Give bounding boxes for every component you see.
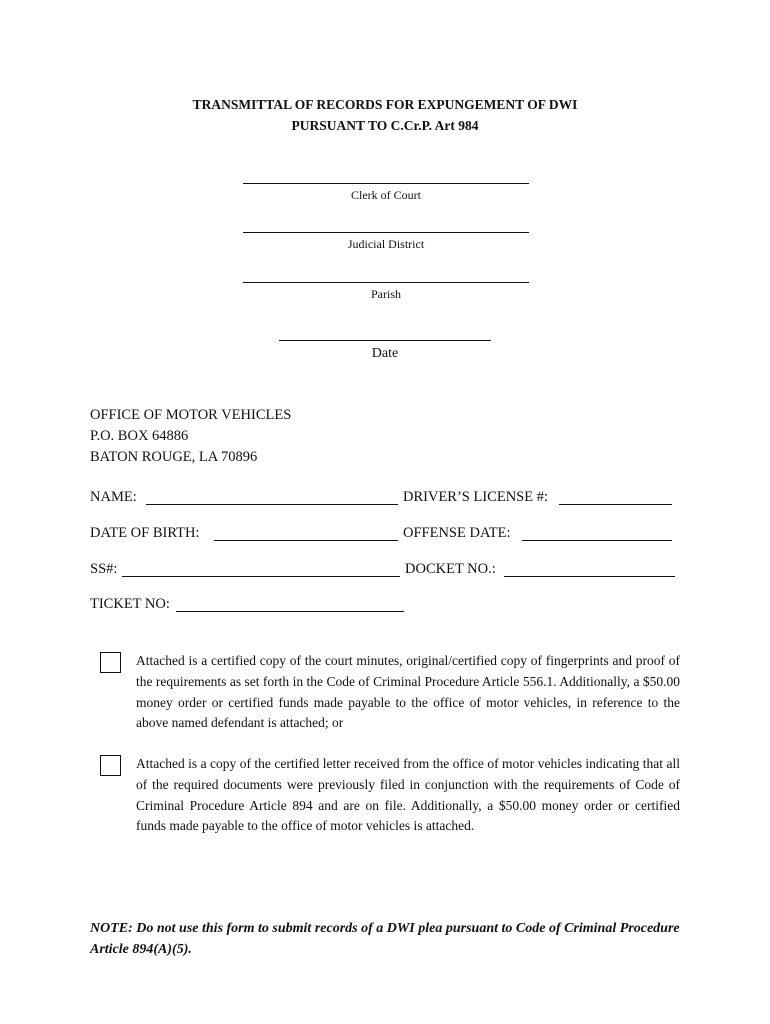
ticket-number-label: TICKET NO: [90, 596, 170, 612]
offense-date-label: OFFENSE DATE: [403, 525, 511, 541]
address-line1: OFFICE OF MOTOR VEHICLES [90, 407, 292, 423]
ss-label: SS#: [90, 561, 118, 577]
drivers-license-label: DRIVER’S LICENSE #: [403, 489, 548, 505]
date-label: Date [371, 346, 399, 361]
option2-checkbox[interactable] [100, 755, 121, 776]
ticket-number-input[interactable] [176, 597, 404, 612]
form-note: NOTE: Do not use this form to submit records of a DWI plea pursuant to Code of Criminal Procedure Article 894(A)(5). [90, 921, 680, 957]
option2-text: Attached is a copy of the certified letter received from the office of motor vehicles indicating that all of the required documents were previously filed in conjunction with the requirements of Code of Criminal Procedure Article 894 and are on file. Additionally, a $50.00 money order or certified funds made payable to the office of motor vehicles is attached. [136, 756, 680, 834]
option1-checkbox[interactable] [100, 652, 121, 673]
form-title-line1: TRANSMITTAL OF RECORDS FOR EXPUNGEMENT OF DWI [192, 97, 578, 112]
docket-number-label: DOCKET NO.: [405, 561, 496, 577]
name-label: NAME: [90, 489, 137, 505]
name-input[interactable] [146, 490, 398, 505]
clerk-of-court-label: Clerk of Court [351, 188, 421, 202]
option1-text: Attached is a certified copy of the court minutes, original/certified copy of fingerprints and proof of the requirements as set forth in the Code of Criminal Procedure Article 556.1. Additionally, a $50.00 money order or certified funds made payable to the office of motor vehicles, in reference to the above named defendant is attached; or [136, 653, 680, 731]
parish-label: Parish [371, 287, 401, 301]
date-of-birth-label: DATE OF BIRTH: [90, 525, 200, 541]
clerk-signature-line[interactable] [243, 183, 529, 184]
drivers-license-input[interactable] [559, 490, 672, 505]
date-line[interactable] [279, 340, 491, 341]
address-line2: P.O. BOX 64886 [90, 428, 189, 444]
date-of-birth-input[interactable] [214, 526, 398, 541]
form-title [0, 94, 770, 136]
ss-input[interactable] [122, 562, 400, 577]
judicial-district-line[interactable] [243, 232, 529, 233]
judicial-district-label: Judicial District [347, 237, 425, 251]
offense-date-input[interactable] [522, 526, 672, 541]
parish-line[interactable] [243, 282, 529, 283]
address-line3: BATON ROUGE, LA 70896 [90, 449, 258, 465]
recipient-address [90, 405, 291, 468]
form-title-line2: PURSUANT TO C.Cr.P. Art 984 [291, 118, 479, 133]
docket-number-input[interactable] [504, 562, 675, 577]
